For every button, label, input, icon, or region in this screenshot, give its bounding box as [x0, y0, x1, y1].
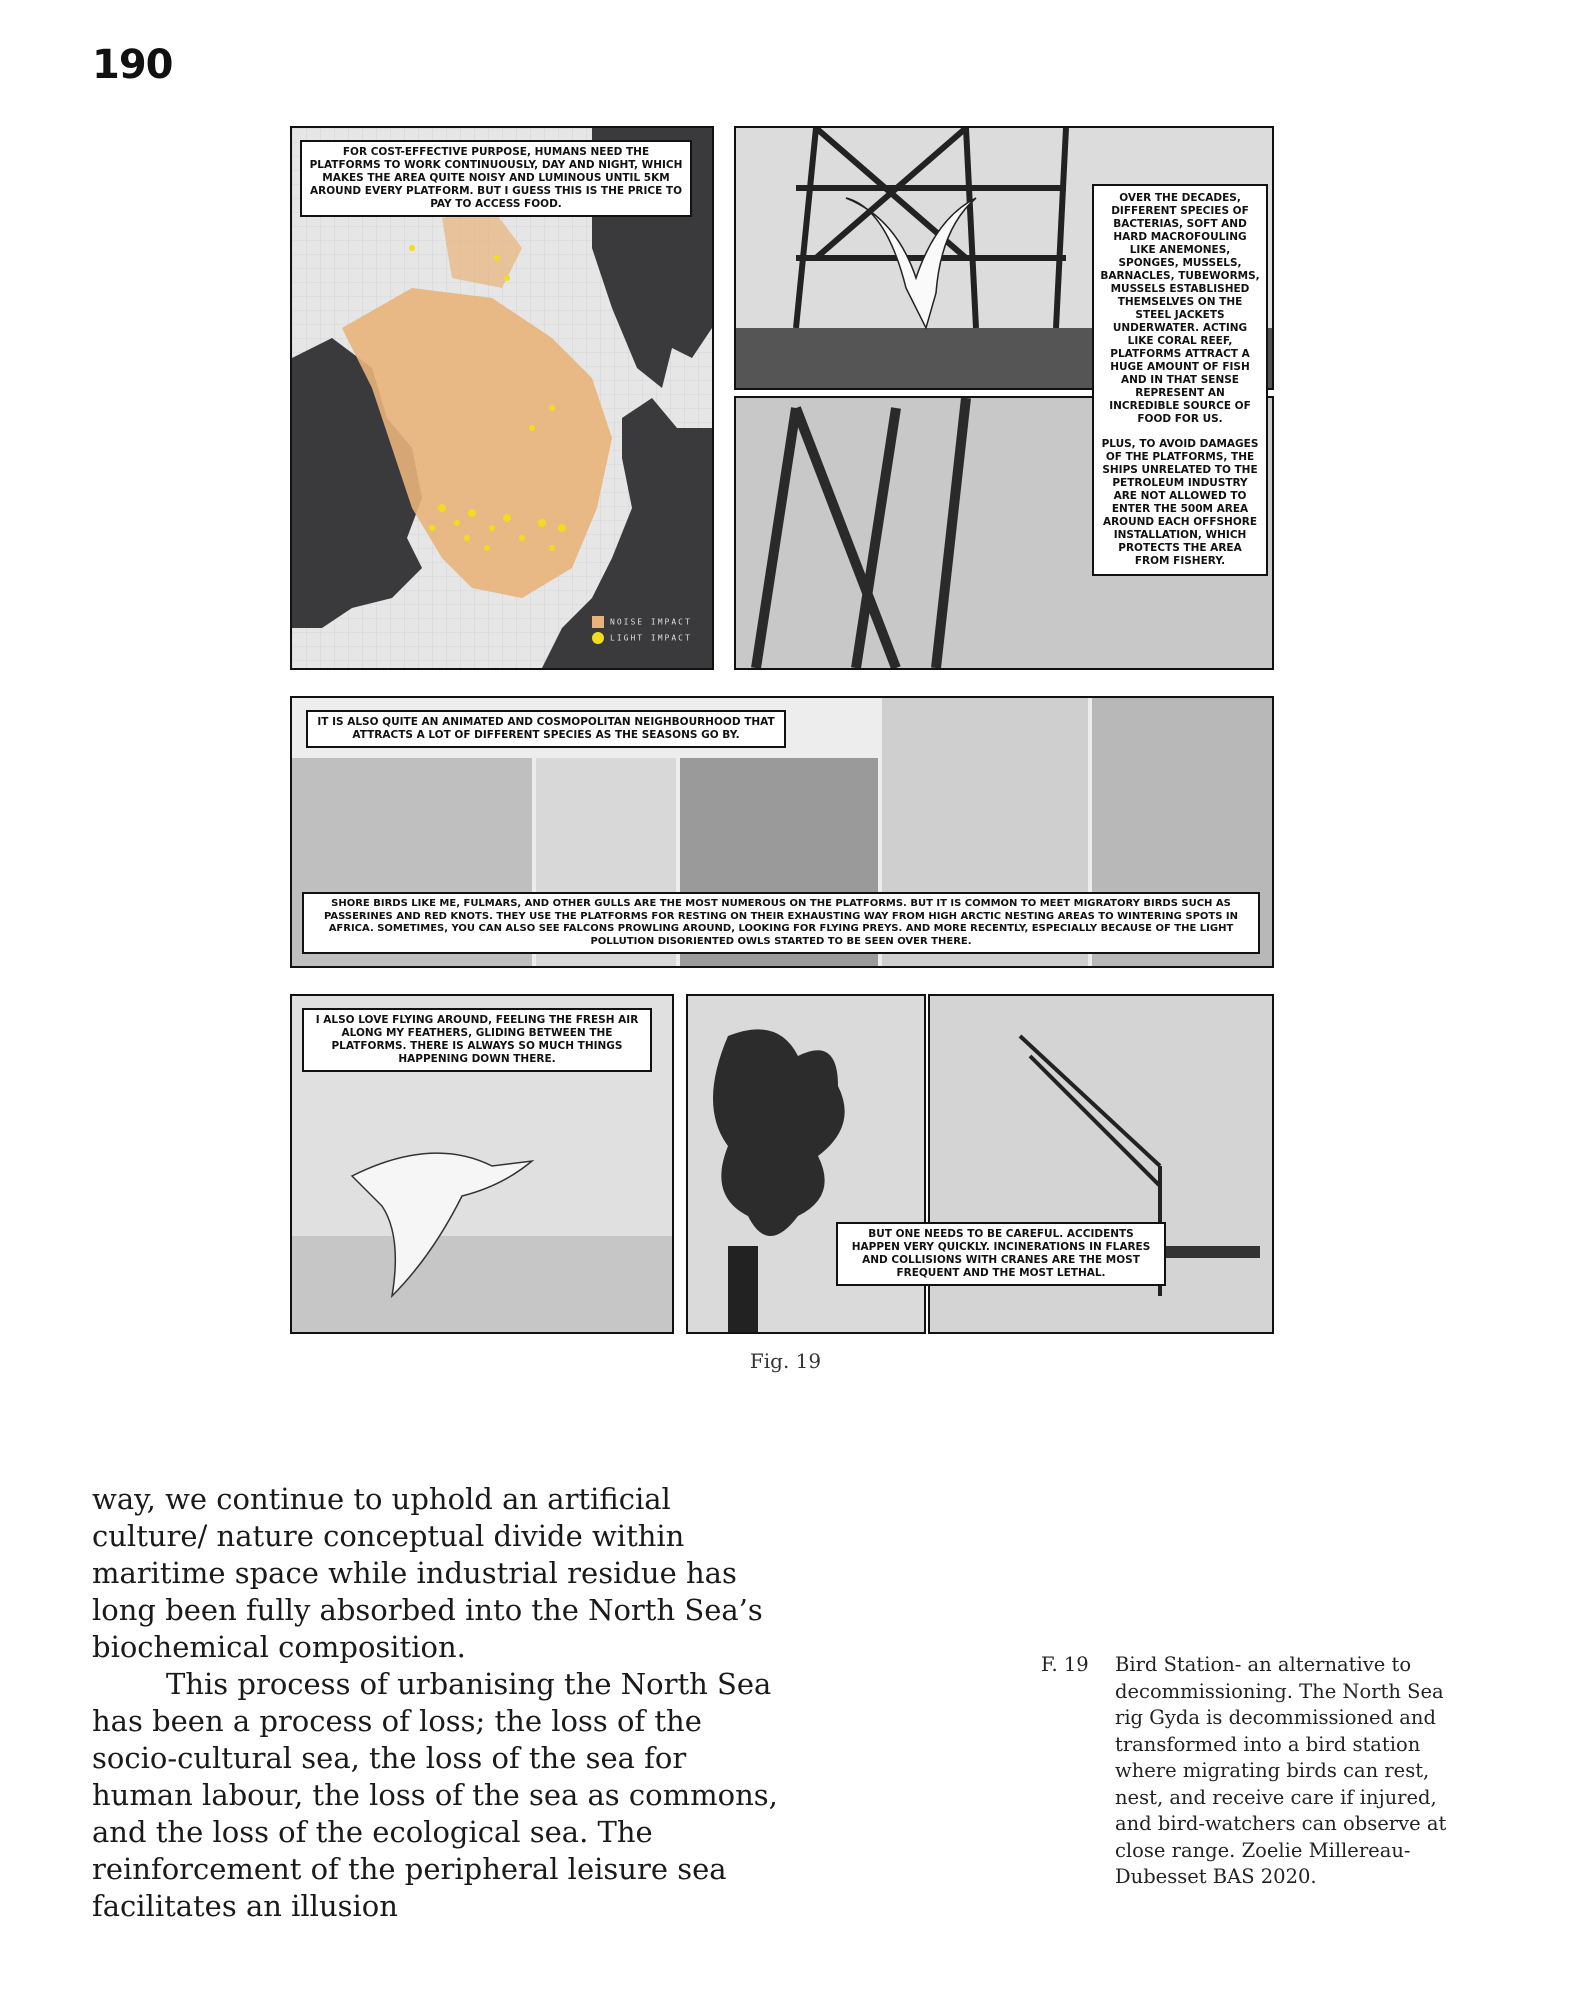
- reef-caption-paragraph-2: PLUS, TO AVOID DAMAGES OF THE PLATFORMS, THE SHIPS UNRELATED TO THE PETROLEUM INDUSTRY ARE NOT ALLOWED TO ENTER THE 500M AREA AROUND EACH OFFSHORE INSTALLATION, WHICH PROTECTS THE AREA FROM FISHERY.: [1101, 438, 1259, 567]
- map-panel: [290, 126, 714, 670]
- legend-light: [592, 632, 692, 644]
- legend-light-label: LIGHT IMPACT: [610, 633, 692, 643]
- reef-caption: [1092, 184, 1268, 576]
- map-caption: FOR COST-EFFECTIVE PURPOSE, HUMANS NEED THE PLATFORMS TO WORK CONTINUOUSLY, DAY AND NIGHT, WHICH MAKES THE AREA QUITE NOISY AND LUMINOUS UNTIL 5KM AROUND EVERY PLATFORM. BUT I GUESS THIS IS THE PRICE TO PAY TO ACCESS FOOD.: [300, 140, 692, 217]
- figure-sidenote: [1041, 1652, 1461, 1891]
- light-swatch: [592, 632, 604, 644]
- page-number: 190: [92, 42, 173, 88]
- legend-noise-label: NOISE IMPACT: [610, 617, 692, 627]
- legend-noise: [592, 616, 692, 628]
- neighbourhood-caption: IT IS ALSO QUITE AN ANIMATED AND COSMOPOLITAN NEIGHBOURHOOD THAT ATTRACTS A LOT OF DIFFERENT SPECIES AS THE SEASONS GO BY.: [306, 710, 786, 748]
- flying-caption: I ALSO LOVE FLYING AROUND, FEELING THE FRESH AIR ALONG MY FEATHERS, GLIDING BETWEEN THE PLATFORMS. THERE IS ALWAYS SO MUCH THINGS HAPPENING DOWN THERE.: [302, 1008, 652, 1072]
- figure-label: Fig. 19: [749, 1349, 822, 1373]
- sidenote-label: F. 19: [1041, 1653, 1089, 1676]
- comic-figure: [288, 124, 1288, 1324]
- shorebirds-caption: SHORE BIRDS LIKE ME, FULMARS, AND OTHER GULLS ARE THE MOST NUMEROUS ON THE PLATFORMS. BUT IT IS COMMON TO MEET MIGRATORY BIRDS SUCH AS PASSERINES AND RED KNOTS. THEY USE THE PLATFORMS FOR RESTING ON THEIR EXHAUSTING WAY FROM HIGH ARCTIC NESTING AREAS TO WINTERING SPOTS IN AFRICA. SOMETIMES, YOU CAN ALSO SEE FALCONS PROWLING AROUND, LOOKING FOR FLYING PREYS. AND MORE RECENTLY, ESPECIALLY BECAUSE OF THE LIGHT POLLUTION DISORIENTED OWLS STARTED TO BE SEEN OVER THERE.: [302, 892, 1260, 954]
- careful-caption: BUT ONE NEEDS TO BE CAREFUL. ACCIDENTS HAPPEN VERY QUICKLY. INCINERATIONS IN FLARES AND COLLISIONS WITH CRANES ARE THE MOST FREQUENT AND THE MOST LETHAL.: [836, 1222, 1166, 1286]
- body-paragraph-1: way, we continue to uphold an artificial culture/ nature conceptual divide within maritime space while industrial residue has long been fully absorbed into the North Sea’s biochemical composition.: [92, 1482, 763, 1664]
- birds-strip-panel: [290, 696, 1274, 968]
- noise-swatch: [592, 616, 604, 628]
- body-text: [92, 1481, 782, 1925]
- flying-seagull-panel: [290, 994, 674, 1334]
- sidenote-text: Bird Station- an alternative to decommissioning. The North Sea rig Gyda is decommissioned and transformed into a bird station where migrating birds can rest, nest, and receive care if injured, and bird-watchers can observe at close range. Zoelie Millereau-Dubesset BAS 2020.: [1115, 1653, 1447, 1888]
- reef-caption-paragraph-1: OVER THE DECADES, DIFFERENT SPECIES OF BACTERIAS, SOFT AND HARD MACROFOULING LIKE ANEMONES, SPONGES, MUSSELS, BARNACLES, TUBEWORMS, MUSSELS ESTABLISHED THEMSELVES ON THE STEEL JACKETS UNDERWATER. ACTING LIKE CORAL REEF, PLATFORMS ATTRACT A HUGE AMOUNT OF FISH AND IN THAT SENSE REPRESENT AN INCREDIBLE SOURCE OF FOOD FOR US.: [1100, 192, 1260, 425]
- map-legend: [592, 616, 692, 644]
- body-paragraph-2: This process of urbanising the North Sea has been a process of loss; the loss of the socio-cultural sea, the loss of the sea for human labour, the loss of the sea as commons, and the loss of the ecological sea. The reinforcement of the peripheral leisure sea facilitates an illusion: [92, 1667, 778, 1923]
